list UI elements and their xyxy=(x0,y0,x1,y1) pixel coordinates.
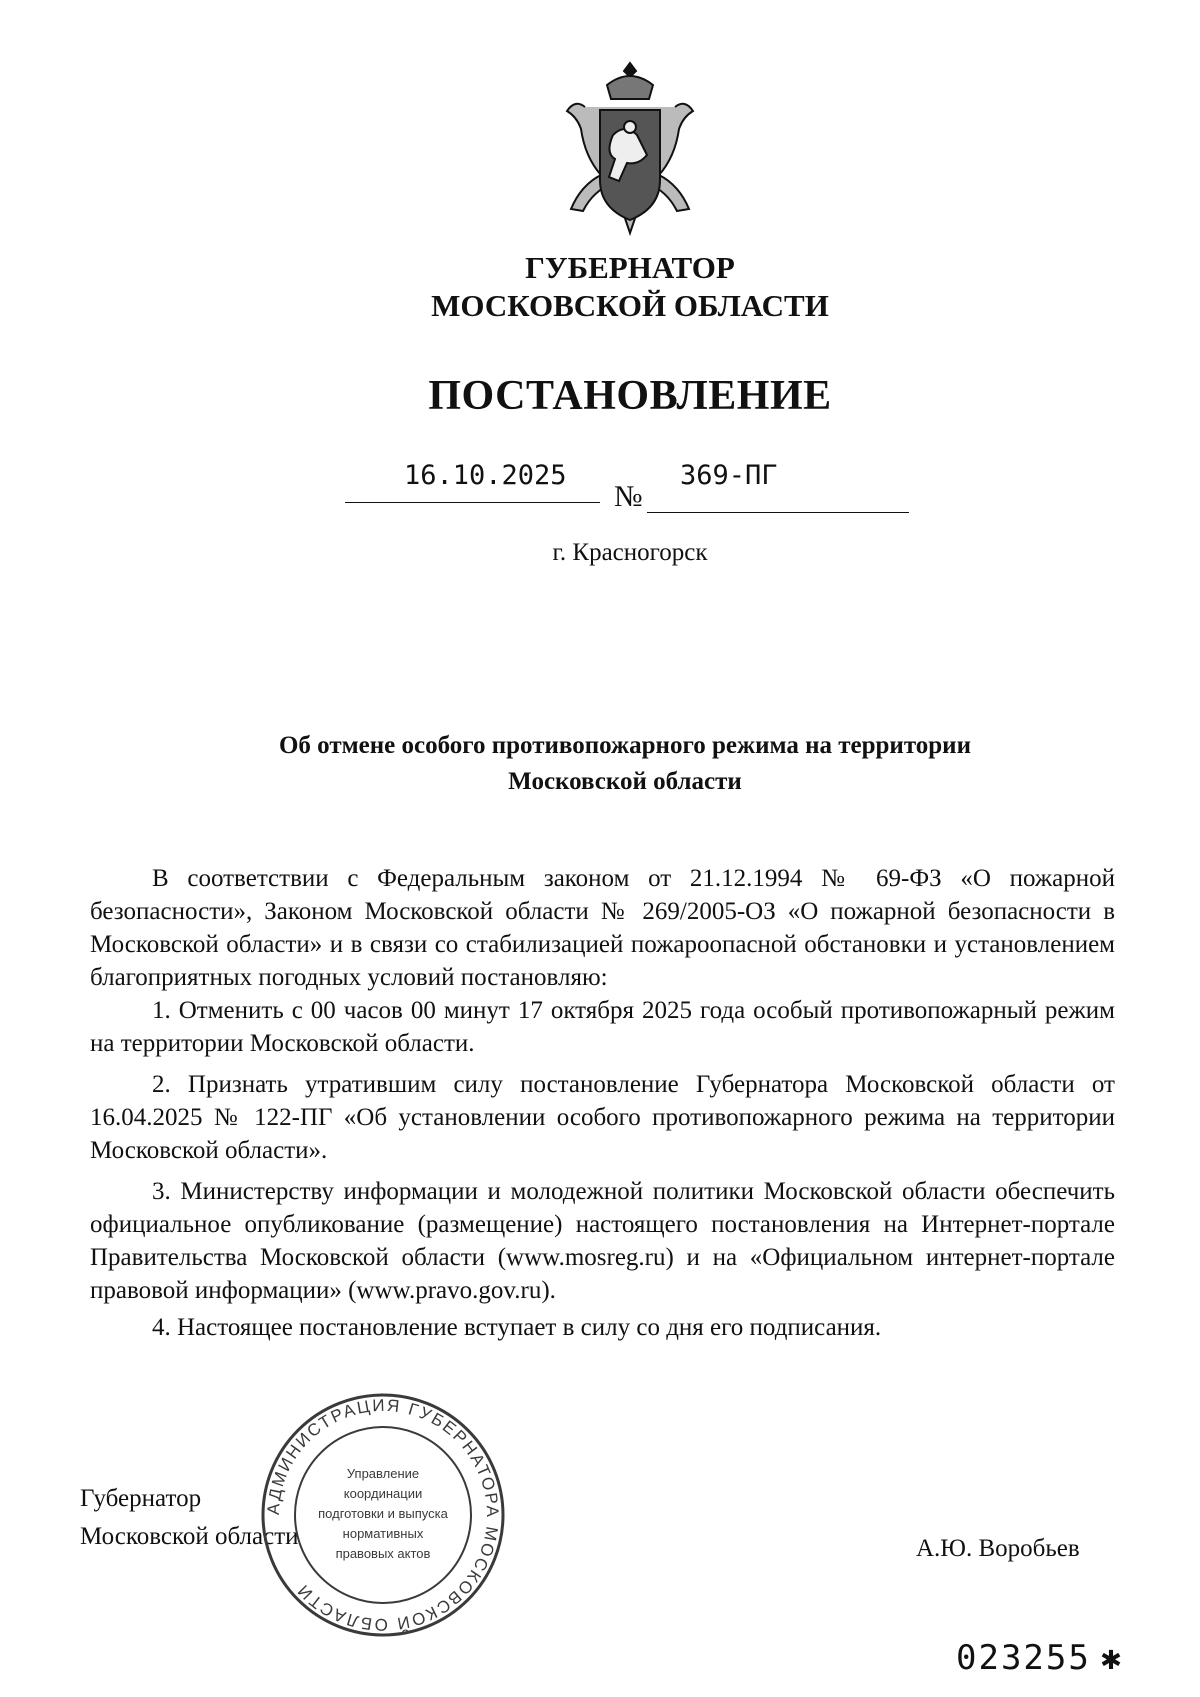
document-type: ПОСТАНОВЛЕНИЕ xyxy=(428,373,832,419)
subject-line-2: Московской области xyxy=(508,768,742,795)
item-2: 2. Признать утратившим силу постановление Губернатора Московской области от 16.04.2025 № 122-ПГ «Об установлении особого противопожарного режима на территории Московской области». xyxy=(90,1071,1115,1164)
stamp-inner-line-3: подготовки и выпуска xyxy=(318,1506,448,1521)
date-underline xyxy=(345,502,600,503)
item-3: 3. Министерству информации и молодежной политики Московской области обеспечить официальное опубликование (размещение) настоящего постановления на Интернет-портале Правительства Московской области (www.mosreg.ru) и на «Официальном интернет-портале правовой информации» (www.pravo.gov.ru). xyxy=(90,1178,1115,1304)
document-number: 369-ПГ xyxy=(680,460,778,491)
number-underline xyxy=(647,512,909,513)
signatory-position-line-1: Губернатор xyxy=(80,1485,202,1512)
official-stamp xyxy=(258,1390,508,1640)
item-4: 4. Настоящее постановление вступает в силу со дня его подписания. xyxy=(152,1314,882,1341)
stamp-inner-line-2: координации xyxy=(343,1486,423,1501)
stamp-inner-line-4: нормативных xyxy=(342,1526,424,1541)
document-body xyxy=(90,862,1115,1344)
issuer-title: ГУБЕРНАТОР xyxy=(525,250,735,285)
signatory-name: А.Ю. Воробьев xyxy=(916,1535,1080,1562)
issuer-region: МОСКОВСКОЙ ОБЛАСТИ xyxy=(431,288,829,323)
serial-number-value: 023255 xyxy=(956,1638,1091,1678)
serial-asterisk-icon: ✱ xyxy=(1100,1638,1124,1678)
preamble-paragraph: В соответствии с Федеральным законом от 21.12.1994 № 69-ФЗ «О пожарной безопасности», Законом Московской области № 269/2005-ОЗ «О пожарной безопасности в Московской области» и в связи со стабилизацией пожароопасной обстановки и установлением благоприятных погодных условий постановляю: xyxy=(90,865,1115,991)
coat-of-arms-emblem xyxy=(555,55,705,245)
document-date: 16.10.2025 xyxy=(404,460,567,491)
signatory-position-line-2: Московской области xyxy=(80,1523,299,1550)
subject-line-1: Об отмене особого противопожарного режима на территории xyxy=(278,732,971,759)
document-serial-number xyxy=(956,1638,1123,1678)
city: г. Красногорск xyxy=(552,539,708,566)
item-1: 1. Отменить с 00 часов 00 минут 17 октября 2025 года особый противопожарный режим на территории Московской области. xyxy=(90,997,1115,1057)
stamp-inner-line-1: Управление xyxy=(346,1466,420,1481)
number-sign: № xyxy=(614,480,643,513)
stamp-outer-text: АДМИНИСТРАЦИЯ ГУБЕРНАТОРА МОСКОВСКОЙ ОБЛАСТИ xyxy=(263,1395,503,1635)
stamp-inner-line-5: правовых актов xyxy=(335,1546,431,1561)
